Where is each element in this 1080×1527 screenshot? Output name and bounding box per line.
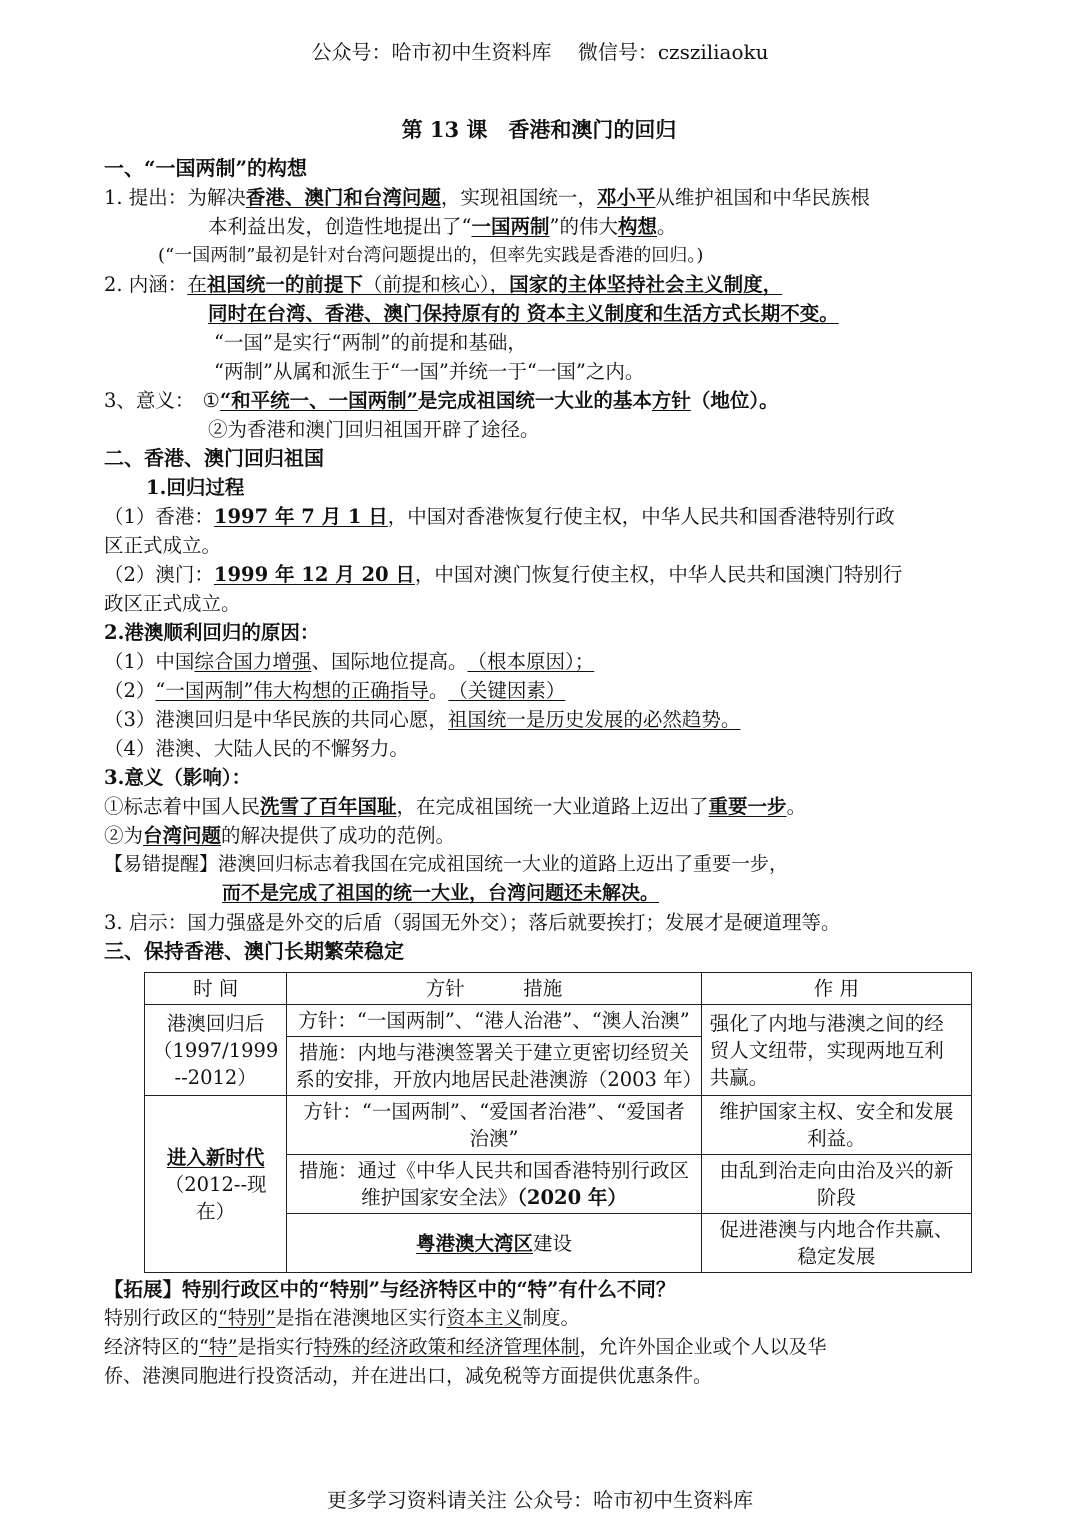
s1-p3-line1: 3、意义： ① “和平统一、一国两制” 是完成祖国统一大业的基本 方针 （地位）。	[104, 389, 779, 412]
s2-mo-line1: （2）澳门： 1999 年 12 月 20 日 ，中国对澳门恢复行使主权，中华人民共和国澳门特别行	[104, 563, 903, 586]
cell-bay-area: 粤港澳大湾区建设	[287, 1214, 701, 1273]
s2-sub1: 1.回归过程	[146, 476, 245, 499]
s1-p1-line1: 1. 提出： 为解决 香港、澳门和台湾问题 ，实现祖国统一， 邓小平 从维护祖国和中华民族根	[104, 186, 870, 209]
cell-effect-1: 强化了内地与港澳之间的经贸人文纽带，实现两地互利共赢。	[701, 1005, 971, 1096]
cell-time-2: 进入新时代 （2012--现在）	[145, 1096, 287, 1273]
cell-measure-2: 措施：通过《中华人民共和国香港特别行政区维护国家安全法》（2020 年）	[287, 1155, 701, 1214]
th-time: 时 间	[145, 973, 287, 1005]
s2-meaning-2: ②为 台湾问题 的解决提供了成功的范例。	[104, 824, 456, 847]
ext-line3: 侨、港澳同胞进行投资活动，并在进出口，减免税等方面提供优惠条件。	[104, 1365, 713, 1387]
measures-table	[144, 972, 972, 1273]
s1-p1-line2: 本利益出发，创造性地提出了“ 一国两制 ”的伟大 构想 。	[208, 215, 677, 238]
cell-effect-3: 由乱到治走向由治及兴的新阶段	[701, 1155, 971, 1214]
section-1-heading: 一、“一国两制”的构想	[104, 156, 308, 180]
table-header-row	[145, 973, 972, 1005]
cell-effect-2: 维护国家主权、安全和发展利益。	[701, 1096, 971, 1155]
th-effect: 作 用	[701, 973, 971, 1005]
s1-p2-line2: 同时在台湾、香港、澳门保持原有的 资本主义制度和生活方式长期不变。	[208, 302, 839, 325]
cell-time-1: 港澳回归后 （1997/1999 --2012）	[145, 1005, 287, 1096]
lesson-content	[104, 114, 974, 1391]
cell-policy-1: 方针：“一国两制”、“港人治港”、“澳人治澳”	[287, 1005, 701, 1037]
s1-p2-line1: 2. 内涵： 在 祖国统一的前提下 （前提和核心）， 国家的主体坚持社会主义制度，	[104, 273, 783, 296]
s2-reason-4: （4）港澳、大陆人民的不懈努力。	[104, 737, 409, 760]
cell-measure-1: 措施：内地与港澳签署关于建立更密切经贸关系的安排，开放内地居民赴港澳游（2003 年）	[287, 1037, 701, 1096]
s2-meaning-1: ①标志着中国人民 洗雪了百年国耻 ，在完成祖国统一大业道路上迈出了 重要一步 。	[104, 795, 807, 818]
s2-reason-1: （1）中国 综合国力增强 、国际地位提高。 （根本原因）；	[104, 650, 595, 673]
s1-p1-note: (“一国两制”最初是针对台湾问题提出的，但率先实践是香港的回归。)	[158, 245, 704, 266]
s1-p3-line2: ②为香港和澳门回归祖国开辟了途径。	[208, 418, 540, 441]
ext-line1: 特别行政区的 “特别” 是指在港澳地区实行 资本主义 制度。	[104, 1307, 580, 1329]
ext-question: 【拓展】 特别行政区中的“特别”与经济特区中的“特”有什么不同？	[104, 1278, 676, 1301]
table-row	[145, 1096, 972, 1155]
page-footer: 更多学习资料请关注 公众号：哈市初中生资料库	[326, 1488, 754, 1512]
s2-mo-line2: 政区正式成立。	[104, 592, 241, 615]
lesson-title: 第 13 课 香港和澳门的回归	[401, 117, 677, 142]
s2-tip-line2: 而不是完成了祖国的统一大业，台湾问题还未解决。	[222, 882, 660, 904]
section-2-heading: 二、香港、澳门回归祖国	[104, 446, 324, 470]
th-policy: 方针 措施	[287, 973, 701, 1005]
s2-sub2: 2.港澳顺利回归的原因：	[104, 621, 320, 644]
section-3-heading: 三、保持香港、澳门长期繁荣稳定	[104, 939, 404, 963]
page-header: 公众号：哈市初中生资料库 微信号：czsziliaoku	[311, 40, 769, 64]
cell-effect-4: 促进港澳与内地合作共赢、稳定发展	[701, 1214, 971, 1273]
ext-line2: 经济特区的 “特” 是指实行 特殊的经济政策和经济管理体制 ，允许外国企业或个人以及华	[104, 1336, 827, 1358]
s2-tip-line1: 【易错提醒】港澳回归标志着我国在完成祖国统一大业的道路上迈出了重要一步，	[104, 853, 789, 875]
s1-p2-line4: “两制”从属和派生于“一国”并统一于“一国”之内。	[214, 360, 645, 383]
s2-hk-line1: （1）香港： 1997 年 7 月 1 日 ，中国对香港恢复行使主权，中华人民共和国香港特别行政	[104, 505, 895, 528]
s1-p2-line3: “一国”是实行“两制”的前提和基础，	[214, 331, 527, 354]
table-row	[145, 1005, 972, 1037]
cell-policy-2: 方针：“一国两制”、“爱国者治港”、“爱国者治澳”	[287, 1096, 701, 1155]
s2-hk-line2: 区正式成立。	[104, 534, 222, 557]
s2-inspiration: 3. 启示：国力强盛是外交的后盾（弱国无外交）；落后就要挨打；发展才是硬道理等。	[104, 911, 841, 934]
s2-reason-2: （2） “一国两制”伟大构想的正确指导 。 （关键因素）	[104, 679, 566, 702]
s2-reason-3: （3）港澳回归是中华民族的共同心愿， 祖国统一是历史发展的必然趋势。	[104, 708, 741, 731]
s2-sub3: 3.意义（影响）：	[104, 766, 252, 789]
